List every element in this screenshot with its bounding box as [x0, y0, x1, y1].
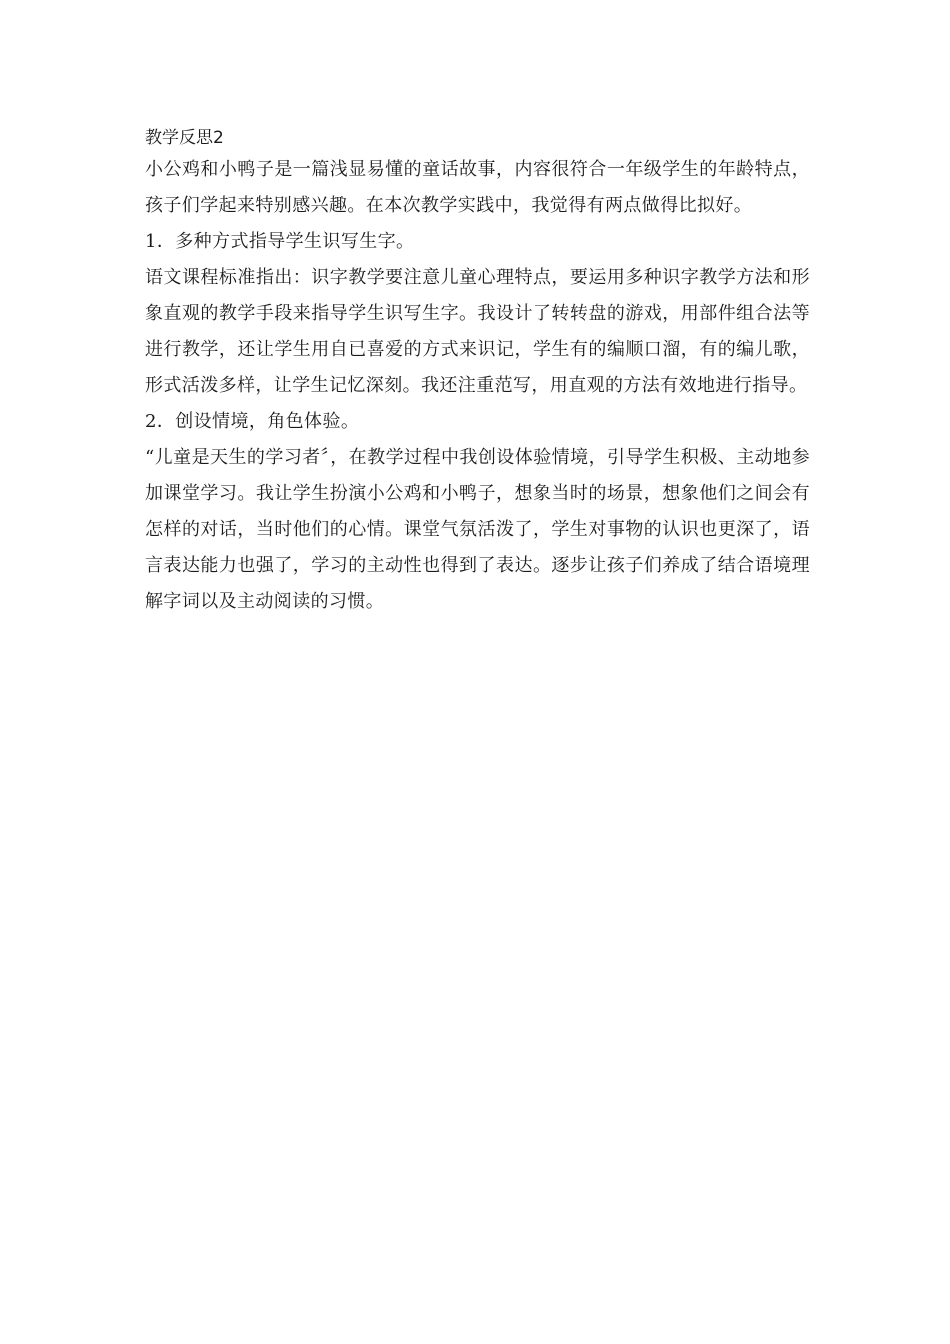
- section-1-paragraph: 语文课程标准指出：识字教学要注意儿童心理特点，要运用多种识字教学方法和形象直观的教学手段来指导学生识写生字。我设计了转转盘的游戏，用部件组合法等进行教学，还让学生用自已喜爱的方式来识记，学生有的编顺口溜，有的编儿歌，形式活泼多样，让学生记忆深刻。我还注重范写，用直观的方法有效地进行指导。: [145, 267, 810, 396]
- section-heading-2: 2．创设情境，角色体验。: [145, 411, 360, 432]
- intro-paragraph: 小公鸡和小鸭子是一篇浅显易懂的童话故事，内容很符合一年级学生的年龄特点，孩子们学起来特别感兴趣。在本次教学实践中，我觉得有两点做得比拟好。: [145, 159, 810, 216]
- section-heading-1: 1．多种方式指导学生识写生字。: [145, 231, 415, 252]
- document-title: 教学反思2: [145, 128, 224, 148]
- section-2-paragraph: “儿童是天生的学习者〞，在教学过程中我创设体验情境，引导学生积极、主动地参加课堂学习。我让学生扮演小公鸡和小鸭子，想象当时的场景，想象他们之间会有怎样的对话，当时他们的心情。课堂气氛活泼了，学生对事物的认识也更深了，语言表达能力也强了，学习的主动性也得到了表达。逐步让孩子们养成了结合语境理解字词以及主动阅读的习惯。: [145, 447, 810, 612]
- document-body: [145, 124, 810, 620]
